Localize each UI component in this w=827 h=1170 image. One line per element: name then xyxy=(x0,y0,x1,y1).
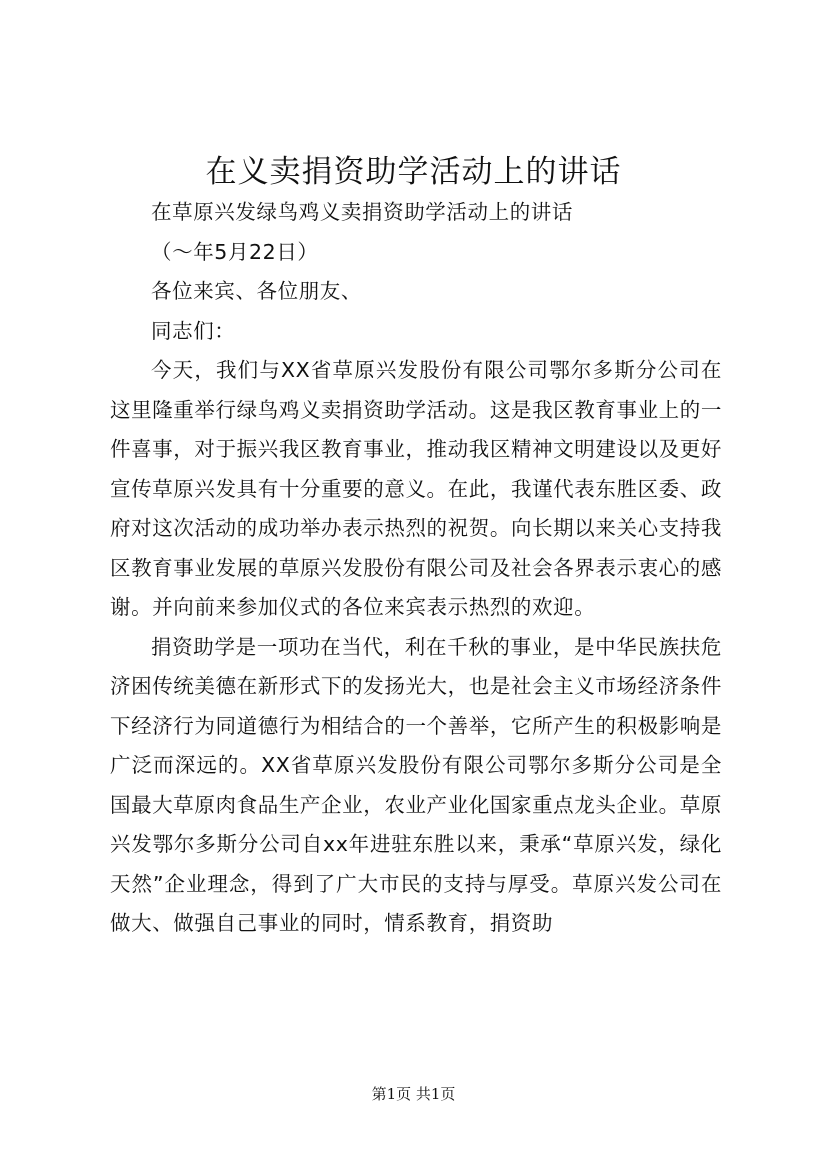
document-title: 在义卖捐资助学活动上的讲话 xyxy=(205,154,622,190)
page-footer: 第1页 共1页 xyxy=(371,1085,456,1103)
paragraph-salutation: 各位来宾、各位朋友、 xyxy=(151,279,362,303)
paragraph-body-1: 今天，我们与XX省草原兴发股份有限公司鄂尔多斯分公司在这里隆重举行绿鸟鸡义卖捐资助学活动。这是我区教育事业上的一件喜事，对于振兴我区教育事业，推动我区精神文明建设以及更好宣传草原兴发具有十分重要的意义。在此，我谨代表东胜区委、政府对这次活动的成功举办表示热烈的祝贺。向长期以来关心支持我区教育事业发展的草原兴发股份有限公司及社会各界表示衷心的感谢。并向前来参加仪式的各位来宾表示热烈的欢迎。 xyxy=(110,358,722,619)
paragraph-subtitle: 在草原兴发绿鸟鸡义卖捐资助学活动上的讲话 xyxy=(151,200,573,224)
paragraph-salutation-2: 同志们： xyxy=(151,318,236,343)
document-body xyxy=(110,193,722,944)
paragraph-body-2: 捐资助学是一项功在当代，利在千秋的事业，是中华民族扶危济困传统美德在新形式下的发扬光大，也是社会主义市场经济条件下经济行为同道德行为相结合的一个善举，它所产生的积极影响是广泛而深远的。XX省草原兴发股份有限公司鄂尔多斯分公司是全国最大草原肉食品生产企业，农业产业化国家重点龙头企业。草原兴发鄂尔多斯分公司自xx年进驻东胜以来，秉承“草原兴发，绿化天然”企业理念，得到了广大市民的支持与厚受。草原兴发公司在做大、做强自己事业的同时，情系教育，捐资助 xyxy=(110,634,722,935)
paragraph-date: （～年5月22日） xyxy=(151,239,319,264)
